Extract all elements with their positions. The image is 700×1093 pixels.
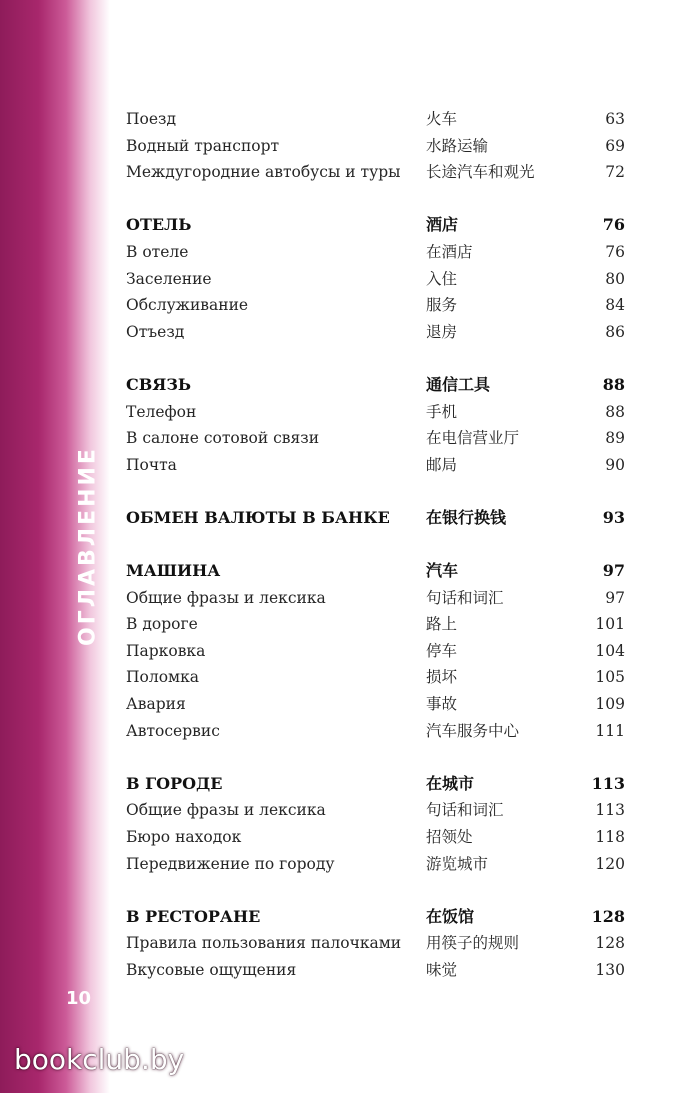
toc-title-zh: 游览城市: [426, 854, 489, 873]
toc-title-ru: Бюро находок: [126, 828, 242, 847]
toc-page: 88: [605, 402, 625, 421]
toc-row: [126, 824, 625, 851]
toc-title-zh: 退房: [426, 322, 458, 341]
toc-title-zh: 味觉: [426, 961, 458, 979]
toc-row: [126, 266, 625, 293]
toc-title-zh: 汽车: [426, 561, 459, 581]
toc-title-ru: В дороге: [126, 615, 198, 634]
toc-title-ru: Вкусовые ощущения: [126, 961, 297, 979]
toc-title-zh: 事故: [426, 695, 458, 714]
toc-title-ru: Поезд: [126, 110, 177, 128]
toc-section-heading: [126, 212, 625, 239]
toc-row: [126, 292, 625, 319]
toc-page: 84: [605, 296, 625, 315]
toc-title-zh: 入住: [426, 269, 458, 288]
toc-page: 80: [605, 269, 625, 288]
toc-page: 105: [595, 668, 625, 687]
toc-page: 111: [595, 721, 625, 740]
toc-title-ru: В РЕСТОРАНЕ: [126, 906, 261, 926]
toc-row: [126, 930, 625, 957]
toc-title-ru: В ГОРОДЕ: [126, 773, 223, 793]
page-number: 10: [66, 988, 92, 1009]
toc-title-zh: 在饭馆: [426, 906, 475, 926]
toc-title-zh: 邮局: [426, 455, 458, 474]
toc-title-ru: Общие фразы и лексика: [126, 588, 326, 607]
toc-page: 104: [595, 641, 625, 660]
toc-row: [126, 399, 625, 426]
toc-row: [126, 585, 625, 612]
toc-title-zh: 在城市: [426, 773, 475, 793]
toc-title-zh: 句话和词汇: [426, 801, 504, 820]
toc-page: 97: [605, 588, 625, 607]
toc-title-zh: 在酒店: [426, 242, 473, 261]
toc-title-ru: Поломка: [126, 668, 200, 687]
toc-title-zh: 水路运输: [426, 136, 489, 155]
toc-section-heading: [126, 558, 625, 585]
toc-page: 113: [595, 801, 625, 820]
toc-title-ru: Междугородние автобусы и туры: [126, 163, 401, 182]
toc-page: 93: [602, 507, 625, 527]
toc-title-zh: 停车: [426, 641, 458, 660]
toc-row: [126, 638, 625, 665]
toc-title-ru: В салоне сотовой связи: [126, 429, 320, 448]
toc-section-heading: [126, 771, 625, 798]
toc-page: 90: [605, 455, 625, 474]
toc-row: [126, 106, 625, 133]
toc-page: 76: [602, 215, 625, 235]
watermark: bookclub.by: [14, 1043, 185, 1076]
sidebar: [0, 0, 110, 1093]
toc-title-zh: 服务: [426, 296, 458, 315]
toc-page: 63: [605, 110, 625, 128]
toc-title-zh: 在银行换钱: [426, 507, 507, 527]
toc-title-ru: Обслуживание: [126, 296, 249, 315]
toc-title-ru: Заселение: [126, 269, 212, 288]
toc-title-zh: 酒店: [426, 215, 459, 235]
toc-row: [126, 452, 625, 479]
toc-title-ru: Парковка: [126, 641, 206, 660]
toc-page: 130: [595, 961, 625, 979]
toc-title-ru: СВЯЗЬ: [126, 374, 192, 394]
toc-page: 69: [605, 136, 625, 155]
toc-section-heading: [126, 372, 625, 399]
toc-title-zh: 在电信营业厅: [426, 429, 520, 448]
toc-page: 113: [591, 773, 625, 793]
toc-title-ru: Общие фразы и лексика: [126, 801, 326, 820]
toc-title-zh: 用筷子的规则: [426, 934, 520, 953]
toc-section-heading: [126, 904, 625, 931]
toc-page: 88: [602, 374, 625, 394]
table-of-contents: [126, 106, 625, 984]
toc-page: 109: [595, 695, 625, 714]
toc-title-ru: Отъезд: [126, 322, 185, 341]
toc-row: [126, 664, 625, 691]
toc-title-ru: ОТЕЛЬ: [126, 215, 192, 235]
toc-title-ru: ОБМЕН ВАЛЮТЫ В БАНКЕ: [126, 507, 390, 527]
toc-page: 89: [605, 429, 625, 448]
toc-page: 86: [605, 322, 625, 341]
toc-row: [126, 319, 625, 346]
toc-section-heading: [126, 505, 625, 532]
toc-page: 128: [591, 906, 625, 926]
toc-row: [126, 797, 625, 824]
toc-row: [126, 718, 625, 745]
toc-title-ru: Передвижение по городу: [126, 854, 335, 873]
toc-title-zh: 通信工具: [426, 374, 491, 394]
toc-row: [126, 851, 625, 878]
toc-row: [126, 957, 625, 984]
toc-page: 101: [595, 615, 625, 634]
toc-title-zh: 句话和词汇: [426, 588, 504, 607]
toc-title-zh: 汽车服务中心: [426, 721, 520, 740]
toc-title-ru: Водный транспорт: [126, 136, 280, 155]
toc-page: 72: [605, 163, 625, 182]
toc-title-zh: 火车: [426, 110, 458, 128]
toc-title-ru: В отеле: [126, 242, 189, 261]
sidebar-title: ОГЛАВЛЕНИЕ: [75, 446, 101, 646]
toc-title-ru: Автосервис: [126, 721, 220, 740]
toc-title-ru: Почта: [126, 455, 177, 474]
toc-title-zh: 手机: [426, 402, 458, 421]
toc-page: 76: [605, 242, 625, 261]
toc-title-zh: 长途汽车和观光: [426, 163, 535, 182]
toc-page: 120: [595, 854, 625, 873]
toc-title-zh: 路上: [426, 615, 458, 634]
toc-title-ru: Авария: [126, 695, 186, 714]
toc-row: [126, 611, 625, 638]
toc-title-ru: МАШИНА: [126, 561, 221, 581]
toc-page: 128: [595, 934, 625, 953]
toc-page: 118: [595, 828, 625, 847]
toc-row: [126, 691, 625, 718]
toc-page: 97: [602, 561, 625, 581]
toc-row: [126, 425, 625, 452]
toc-row: [126, 133, 625, 160]
toc-title-ru: Телефон: [126, 402, 197, 421]
toc-row: [126, 159, 625, 186]
toc-title-zh: 招领处: [426, 828, 473, 847]
toc-title-zh: 损坏: [426, 668, 458, 687]
toc-row: [126, 239, 625, 266]
toc-title-ru: Правила пользования палочками: [126, 934, 402, 953]
